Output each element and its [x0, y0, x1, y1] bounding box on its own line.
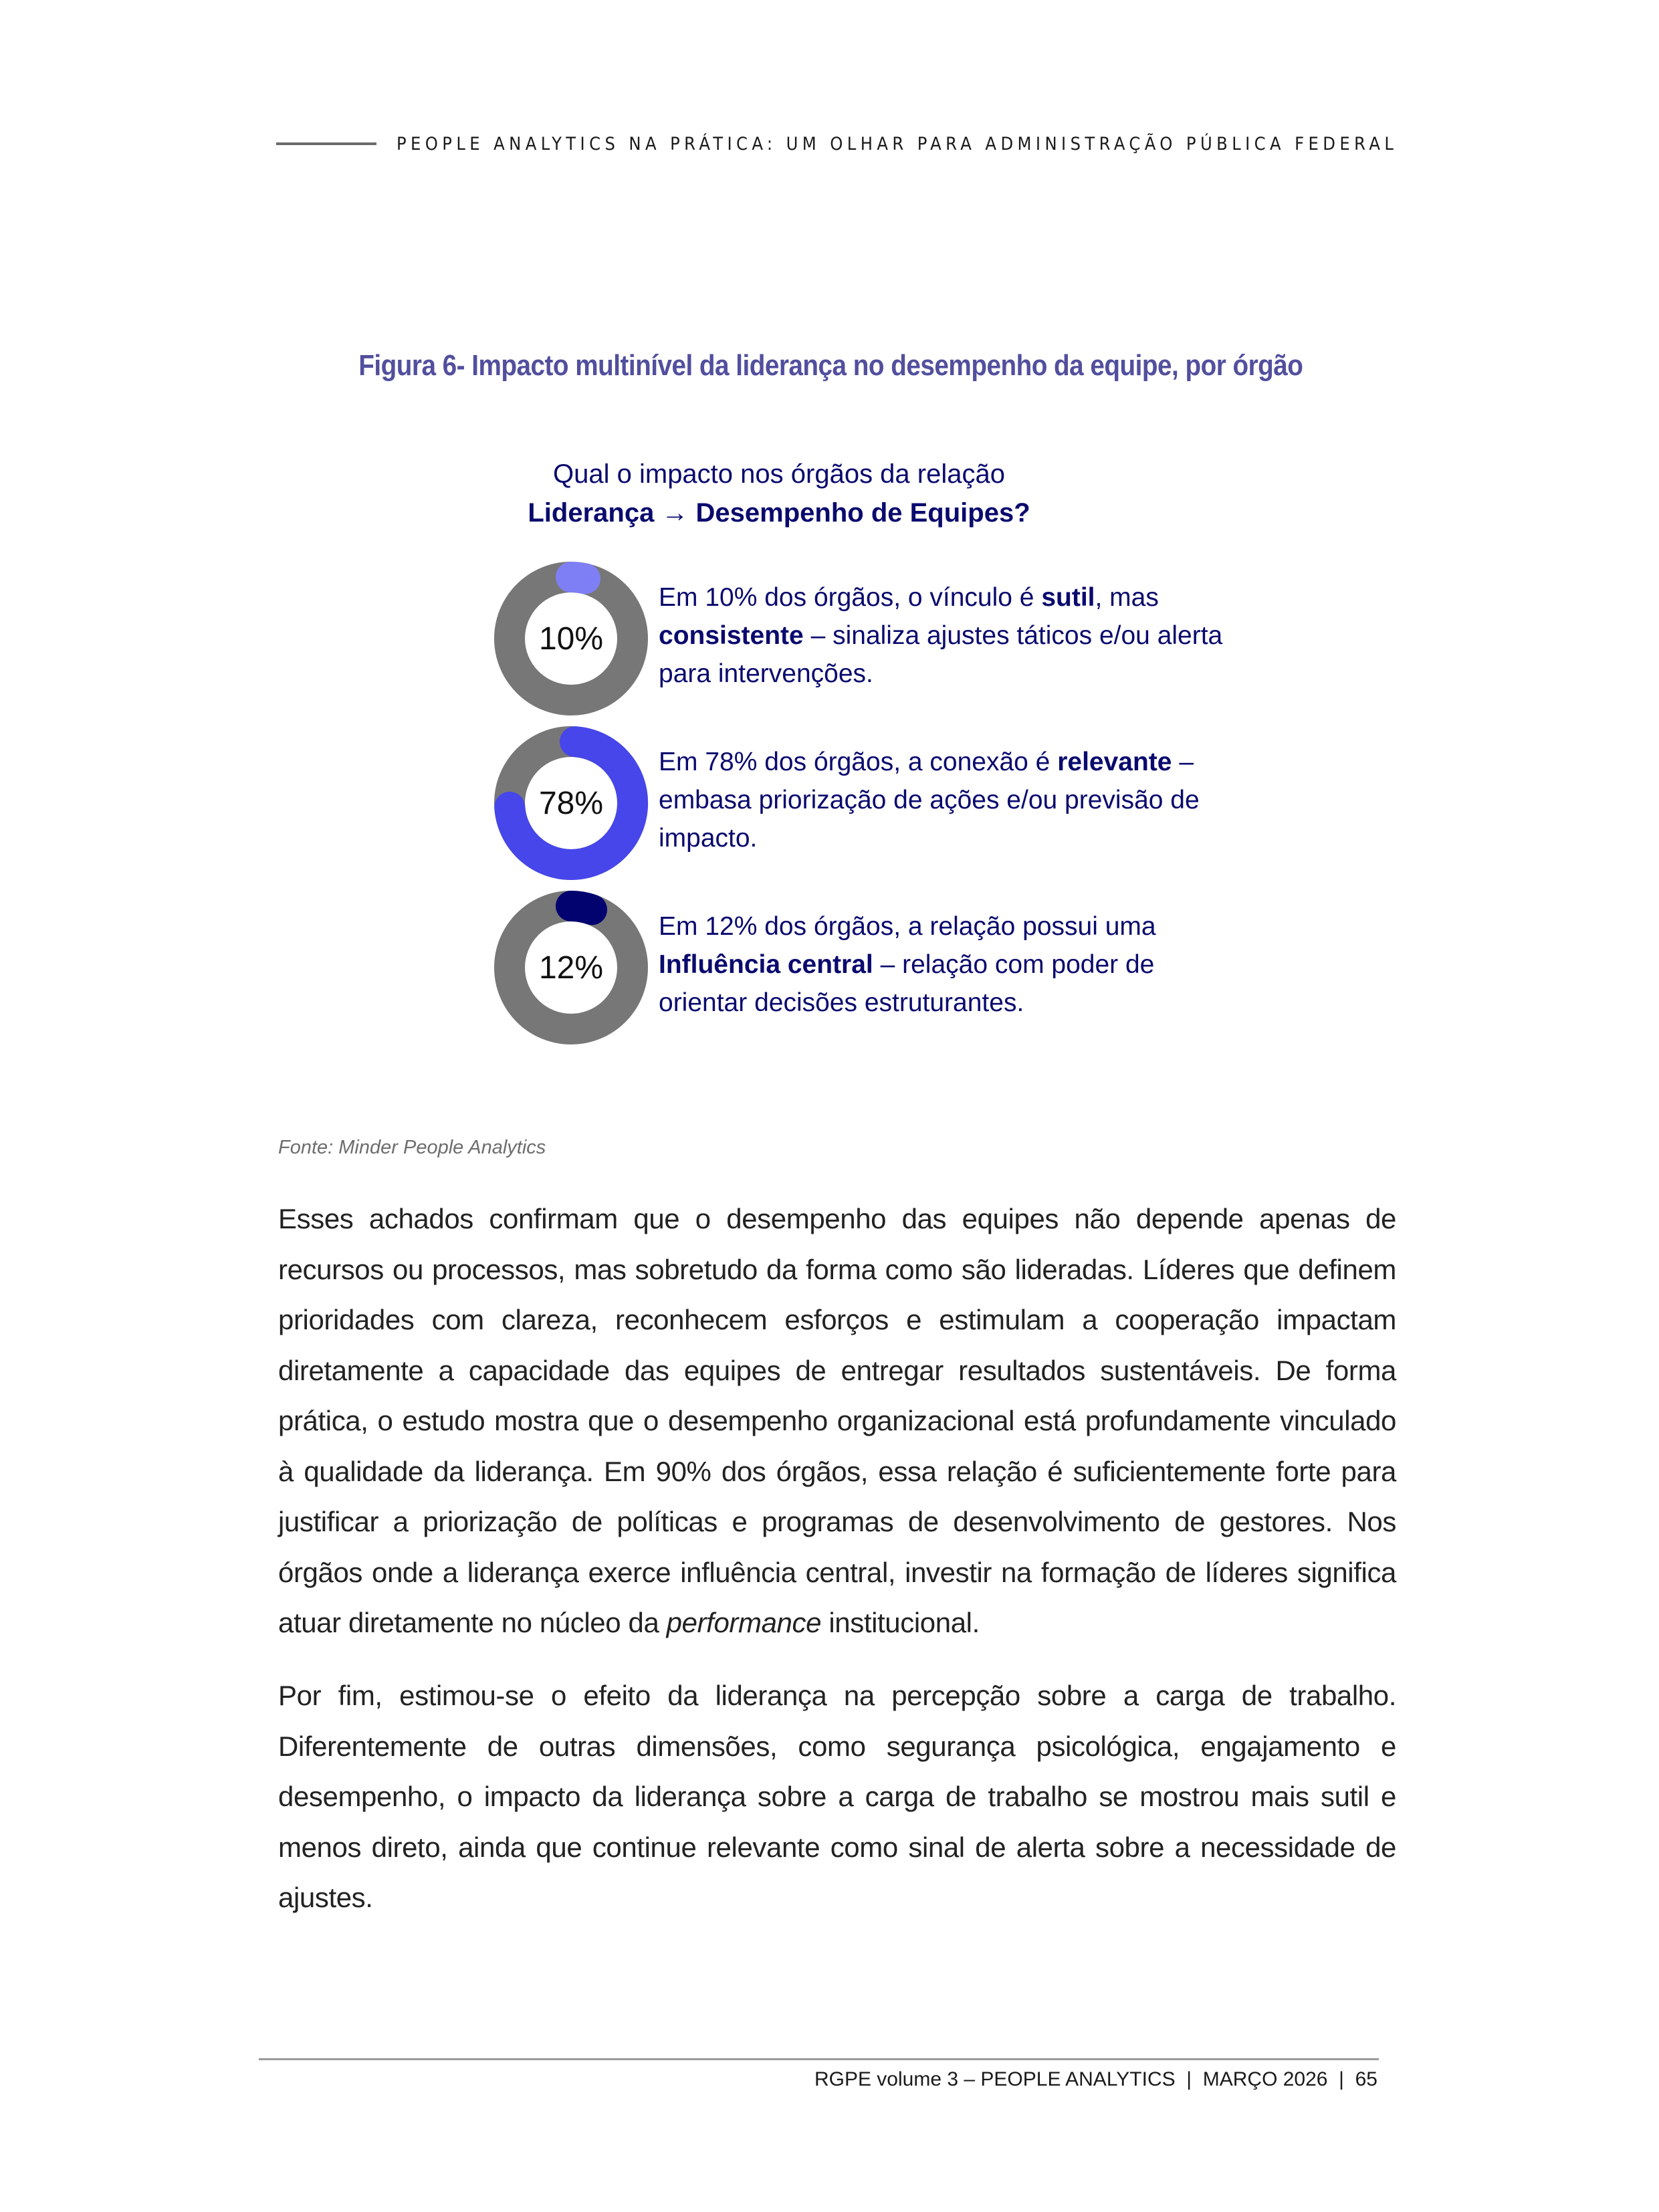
impact-item-relevante — [493, 726, 1229, 883]
running-head-rule — [276, 142, 376, 145]
body-paragraph-1: Esses achados confirmam que o desempenho das equipes não depende apenas de recursos ou processos, mas sobretudo da forma como são lideradas. Líderes que definem prioridades com clareza, reconhecem esforços e estimulam a cooperação impactam diretamente a capacidade das equipes de entregar resultados sustentáveis. De forma prática, o estudo mostra que o desempenho organizacional está profundamente vinculado à qualidade da liderança. Em 90% dos órgãos, essa relação é suficientemente forte para justificar a priorização de políticas e programas de desenvolvimento de gestores. Nos órgãos onde a liderança exerce influência central, investir na formação de líderes significa atuar diretamente no núcleo da performance institucional. — [278, 1203, 1396, 1638]
footer-rule — [259, 2058, 1379, 2060]
donut-chart — [493, 890, 649, 1045]
running-head — [276, 127, 1406, 160]
question-line-2: Liderança → Desempenho de Equipes? — [528, 498, 1030, 528]
donut-percent: 10% — [538, 621, 604, 657]
figure-title: Figura 6- Impacto multinível da liderança no desempenho da equipe, por órgão — [358, 349, 1303, 382]
donut-percent: 12% — [538, 950, 604, 986]
impact-description: Em 10% dos órgãos, o vínculo é sutil, mas consistente – sinaliza ajustes táticos e/ou alerta para intervenções. — [659, 583, 1223, 688]
impact-description: Em 78% dos órgãos, a conexão é relevante – embasa priorização de ações e/ou previsão de impacto. — [659, 748, 1200, 853]
figure-source: Fonte: Minder People Analytics — [278, 1137, 546, 1158]
body-paragraph-2: Por fim, estimou-se o efeito da liderança na percepção sobre a carga de trabalho. Diferentemente de outras dimensões, como segurança psicológica, engajamento e desempenho, o impacto da liderança sobre a carga de trabalho se mostrou mais sutil e menos direto, ainda que continue relevante como sinal de alerta sobre a necessidade de ajustes. — [278, 1680, 1396, 1913]
impact-item-influencia-central — [493, 890, 1229, 1048]
impact-description: Em 12% dos órgãos, a relação possui uma Influência central – relação com poder de orientar decisões estruturantes. — [659, 912, 1156, 1017]
donut-chart — [493, 726, 649, 881]
question-line-1: Qual o impacto nos órgãos da relação — [553, 459, 1005, 489]
running-head-text: PEOPLE ANALYTICS NA PRÁTICA: UM OLHAR PARA ADMINISTRAÇÃO PÚBLICA FEDERAL — [397, 133, 1398, 154]
donut-percent: 78% — [538, 785, 604, 821]
donut-chart — [493, 561, 649, 716]
footer-text: RGPE volume 3 – PEOPLE ANALYTICS | MARÇO 2026 | 65 — [814, 2068, 1377, 2090]
figure-question — [468, 455, 1090, 532]
impact-item-sutil — [493, 561, 1229, 719]
